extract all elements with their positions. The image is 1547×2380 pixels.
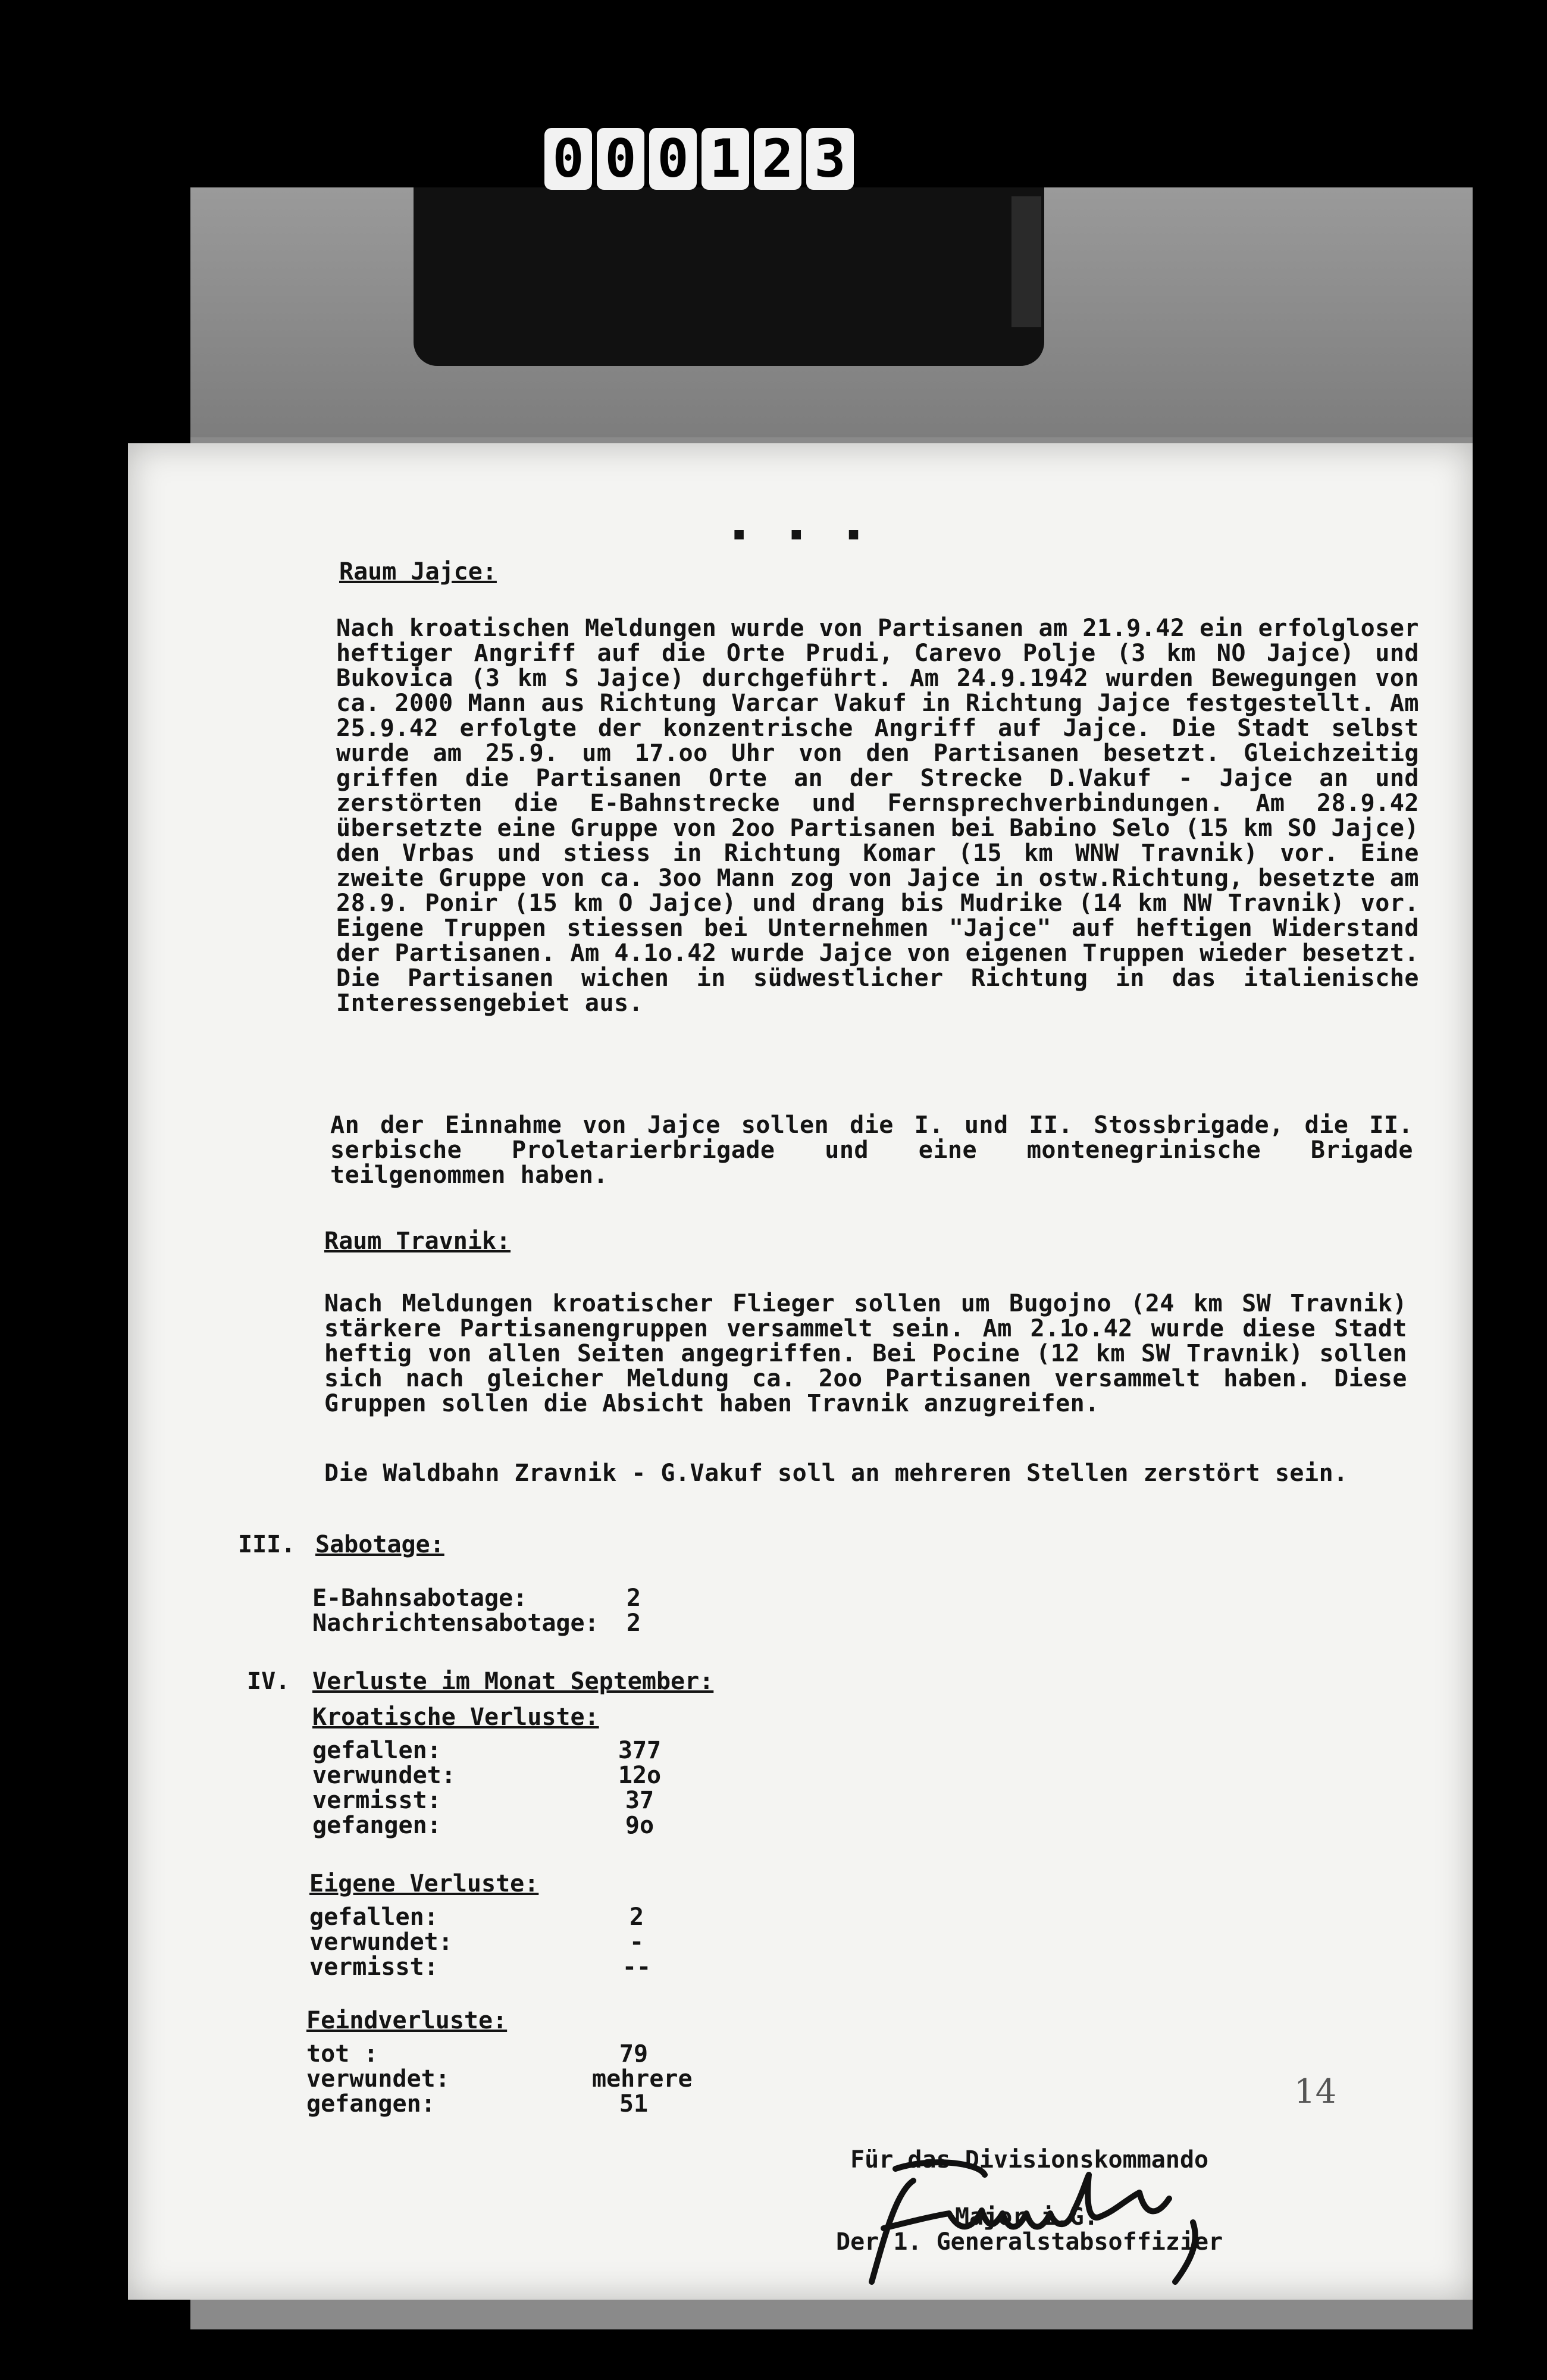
jajce-heading: Raum Jajce: <box>339 558 497 585</box>
row-label: E-Bahnsabotage: <box>312 1584 528 1612</box>
sabotage-row <box>312 1586 675 1611</box>
group-title: Feindverluste: <box>306 2007 508 2034</box>
binder-clip-edge <box>1012 196 1041 327</box>
row-label: verwundet: <box>312 1762 456 1789</box>
row-label: gefallen: <box>312 1737 441 1764</box>
signature-rank: Major i.G. <box>955 2203 1098 2231</box>
losses-group <box>309 1871 678 1980</box>
sabotage-heading: Sabotage: <box>315 1531 444 1558</box>
document-page <box>128 443 1473 2300</box>
row-value: 37 <box>625 1787 654 1814</box>
section-numeral: III. <box>238 1531 296 1558</box>
row-value: 79 <box>619 2040 649 2068</box>
margin-note: 14 <box>1294 2072 1337 2111</box>
loss-row <box>306 2041 675 2066</box>
loss-row <box>309 1905 678 1930</box>
row-value: 2 <box>626 1609 641 1637</box>
signature-line: Für das Divisionskommando <box>850 2146 1209 2174</box>
counter-digit: 1 <box>702 128 749 190</box>
travnik-heading: Raum Travnik: <box>324 1227 511 1255</box>
counter-digit: 0 <box>649 128 697 190</box>
row-label: gefangen: <box>312 1812 441 1839</box>
row-value: 2 <box>629 1903 644 1931</box>
counter-digit: 0 <box>544 128 592 190</box>
loss-row <box>306 2091 675 2116</box>
travnik-paragraph: Die Waldbahn Zravnik - G.Vakuf soll an mehreren Stellen zerstört sein. <box>324 1460 1348 1487</box>
row-label: vermisst: <box>309 1953 439 1981</box>
loss-row <box>309 1955 678 1980</box>
counter-digit: 0 <box>597 128 644 190</box>
row-value: 12o <box>618 1762 662 1789</box>
counter-digit: 3 <box>806 128 854 190</box>
row-label: tot : <box>306 2040 378 2068</box>
row-label: vermisst: <box>312 1787 441 1814</box>
sabotage-row <box>312 1611 675 1636</box>
loss-row <box>312 1788 681 1813</box>
group-title: Kroatische Verluste: <box>312 1703 599 1731</box>
row-label: gefangen: <box>306 2090 436 2118</box>
loss-row <box>312 1813 681 1838</box>
row-value: - <box>629 1928 644 1956</box>
row-value: 51 <box>619 2090 649 2118</box>
loss-row <box>309 1930 678 1955</box>
jajce-paragraph: An der Einnahme von Jajce sollen die I. und II. Stossbrigade, die II. serbische Proletarierbrigade und eine montenegrinische Brigade teilgenommen haben. <box>330 1111 1413 1189</box>
jajce-paragraph: Nach kroatischen Meldungen wurde von Partisanen am 21.9.42 ein erfolgloser heftiger Angriff auf die Orte Prudi, Carevo Polje (3 km NO Jajce) und Bukovica (3 km S Jajce) durchgeführt. Am 24.9.1942 wurden Bewegungen von ca. 2000 Mann aus Richtung Varcar Vakuf in Richtung Jajce festgestellt. Am 25.9.42 erfolgte der konzentrische Angriff auf Jajce. Die Stadt selbst wurde am 25.9. um 17.oo Uhr von den Partisanen besetzt. Gleichzeitig griffen die Partisanen Orte an der Strecke D.Vakuf - Jajce an und zerstörten die E-Bahnstrecke und Fernsprechverbindungen. Am 28.9.42 übersetzte eine Gruppe von 2oo Partisanen bei Babino Selo (15 km SO Jajce) den Vrbas und stiess in Richtung Komar (15 km WNW Travnik) vor. Eine zweite Gruppe von ca. 3oo Mann zog von Jajce in ostw.Richtung, besetzte am 28.9. Ponir (15 km O Jajce) und drang bis Mudrike (14 km NW Travnik) vor. Eigene Truppen stiessen bei Unternehmen "Jajce" auf heftigen Widerstand der Partisanen. Am 4.1o.42 wurde Jajce von eigenen Truppen wieder besetzt. Die Partisanen wichen in südwestlicher Richtung in das italienische Interessengebiet aus. <box>336 615 1419 1017</box>
binder-clip <box>414 187 1044 366</box>
loss-row <box>312 1763 681 1788</box>
losses-group <box>312 1705 681 1838</box>
row-value: 9o <box>625 1812 654 1839</box>
losses-heading: Verluste im Monat September: <box>312 1668 714 1695</box>
counter-digit: 2 <box>754 128 801 190</box>
sabotage-table <box>312 1586 675 1636</box>
row-value: 377 <box>618 1737 662 1764</box>
group-title: Eigene Verluste: <box>309 1870 539 1897</box>
losses-group <box>306 2007 693 2118</box>
row-label: verwundet: <box>306 2065 450 2093</box>
frame-counter <box>544 128 854 193</box>
signature-line: Der 1. Generalstabsoffizier <box>836 2228 1223 2256</box>
travnik-paragraph: Nach Meldungen kroatischer Flieger sollen um Bugojno (24 km SW Travnik) stärkere Partisanengruppen versammelt sein. Am 2.1o.42 wurde diese Stadt heftig von allen Seiten angegriffen. Bei Pocine (12 km SW Travnik) sollen sich nach gleicher Meldung ca. 2oo Partisanen versammelt haben. Diese Gruppen sollen die Absicht haben Travnik anzugreifen. <box>324 1290 1407 1417</box>
row-label: verwundet: <box>309 1928 453 1956</box>
row-label: gefallen: <box>309 1903 439 1931</box>
row-label: Nachrichtensabotage: <box>312 1609 599 1637</box>
section-numeral: IV. <box>247 1668 290 1695</box>
row-value: -- <box>622 1953 652 1981</box>
row-value: mehrere <box>592 2065 693 2093</box>
loss-row <box>312 1738 681 1763</box>
header-marks: ▪ ▪ ▪ <box>732 519 875 547</box>
row-value: 2 <box>626 1584 641 1612</box>
loss-row <box>306 2065 693 2093</box>
